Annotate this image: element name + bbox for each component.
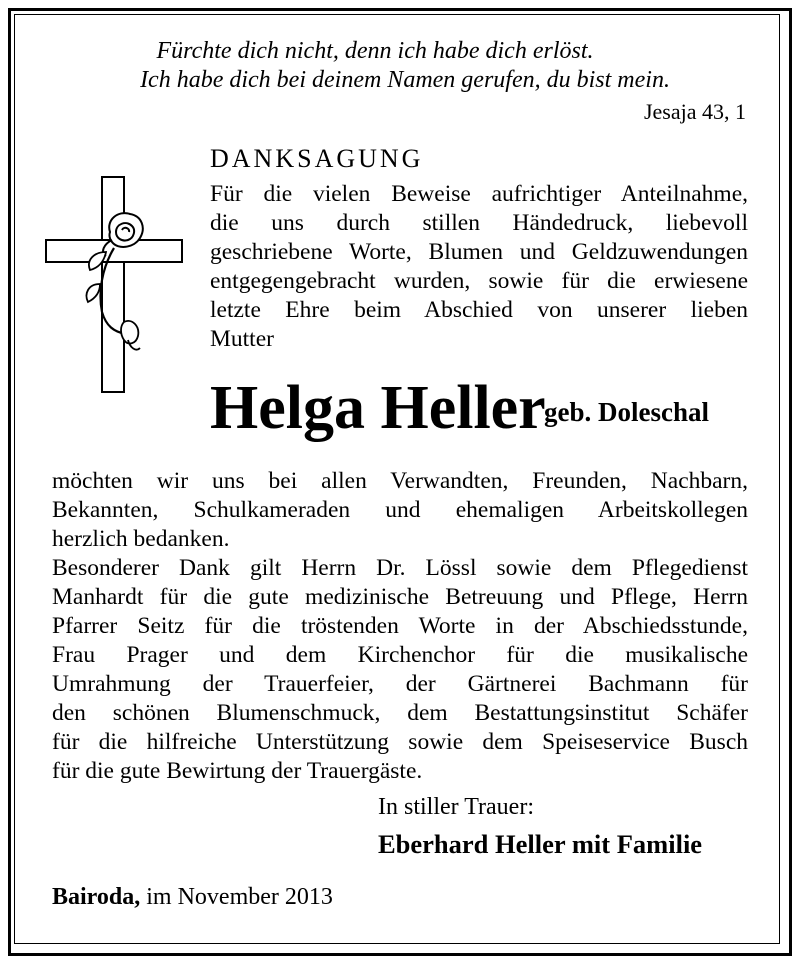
- place-town: Bairoda,: [52, 884, 141, 910]
- family-signature: Eberhard Heller mit Familie: [378, 829, 703, 859]
- intro-line: letzte Ehre beim Abschied von unserer lieben: [210, 297, 748, 323]
- mourning-label: In stiller Trauer:: [378, 794, 534, 820]
- body-line: Umrahmung der Trauerfeier, der Gärtnerei Bachmann für: [52, 671, 748, 697]
- cross-with-rose-icon: [40, 172, 190, 402]
- body-line: den schönen Blumenschmuck, dem Bestattungsinstitut Schäfer: [52, 700, 748, 726]
- place-date: [52, 884, 333, 911]
- intro-line: Mutter: [210, 326, 274, 352]
- motto-line-2: Ich habe dich bei deinem Namen gerufen, du bist mein.: [140, 67, 670, 93]
- deceased-name: Helga Heller: [210, 374, 546, 442]
- body-line: Pfarrer Seitz für die tröstenden Worte in der Abschiedsstunde,: [52, 613, 748, 639]
- body-line: Manhardt für die gute medizinische Betreuung und Pflege, Herrn: [52, 584, 748, 610]
- thanks-paragraph: [52, 467, 748, 786]
- intro-line: die uns durch stillen Händedruck, liebevoll: [210, 210, 748, 236]
- place-date-text: im November 2013: [140, 884, 333, 910]
- intro-line: entgegengebracht wurden, sowie für die erwiesene: [210, 268, 748, 294]
- birth-name: geb. Doleschal: [544, 397, 709, 427]
- body-line: möchten wir uns bei allen Verwandten, Freunden, Nachbarn,: [52, 468, 748, 494]
- motto-line-1: Fürchte dich nicht, denn ich habe dich erlöst.: [156, 38, 594, 64]
- body-line: herzlich bedanken.: [52, 526, 230, 552]
- body-line: für die hilfreiche Unterstützung sowie dem Speiseservice Busch: [52, 729, 748, 755]
- bible-reference: Jesaja 43, 1: [643, 99, 746, 124]
- intro-line: geschriebene Worte, Blumen und Geldzuwendungen: [210, 239, 748, 265]
- body-line: Bekannten, Schulkameraden und ehemaligen Arbeitskollegen: [52, 497, 748, 523]
- page-title: DANKSAGUNG: [210, 144, 424, 173]
- body-line: Besonderer Dank gilt Herrn Dr. Lössl sowie dem Pflegedienst: [52, 555, 748, 581]
- intro-paragraph: [210, 180, 748, 354]
- body-line: für die gute Bewirtung der Trauergäste.: [52, 758, 423, 784]
- body-line: Frau Prager und dem Kirchenchor für die musikalische: [52, 642, 748, 668]
- intro-line: Für die vielen Beweise aufrichtiger Anteilnahme,: [210, 181, 748, 207]
